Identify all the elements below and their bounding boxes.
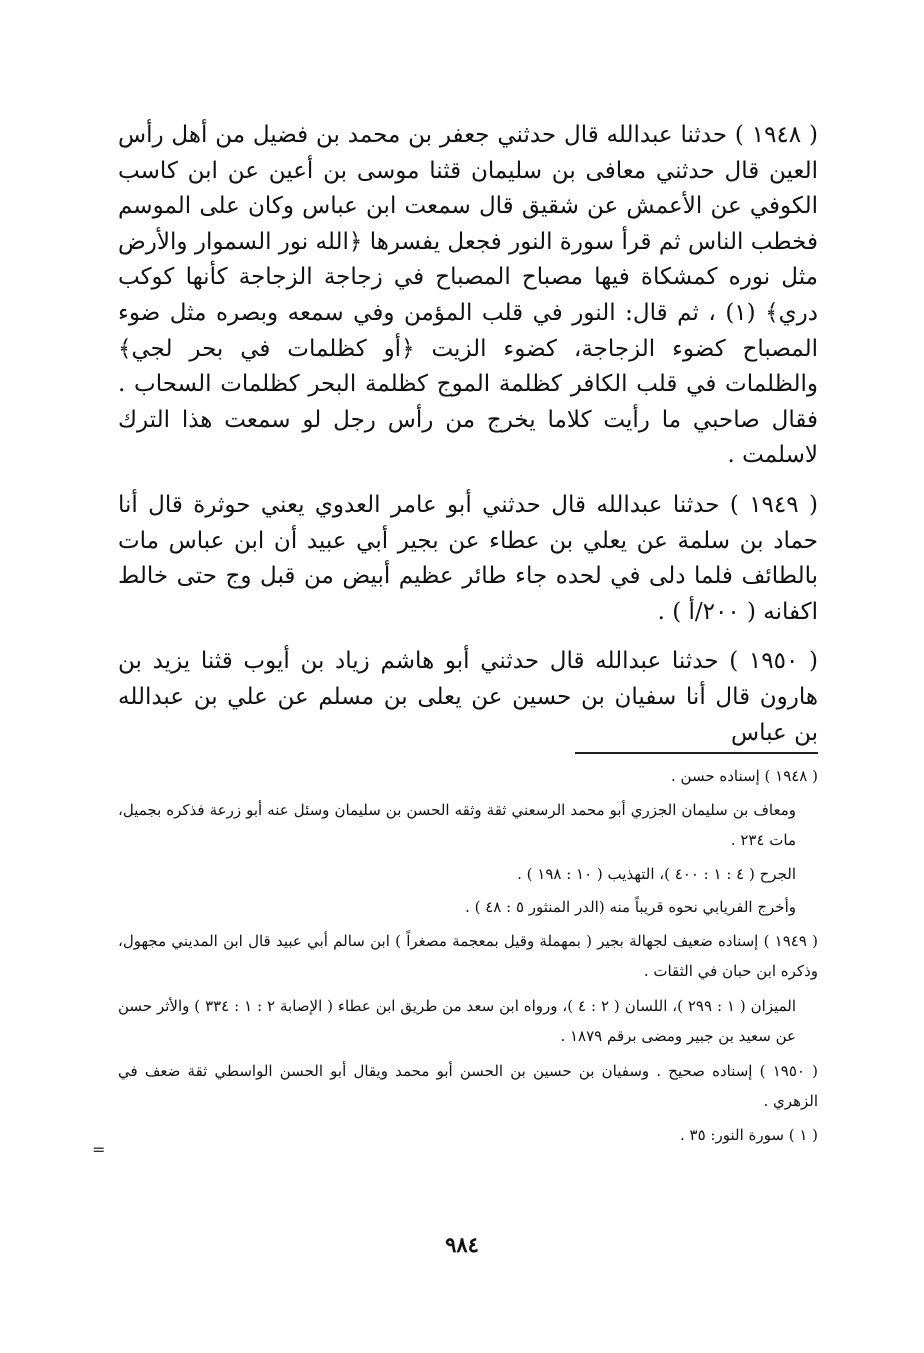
footnote-separator [575, 752, 818, 754]
hadith-1949: ( ١٩٤٩ ) حدثنا عبدالله قال حدثني أبو عامر العدوي يعني حوثرة قال أنا حماد بن سلمة عن يعلي بن عطاء عن بجير أبي عبيد أن ابن عباس مات بالطائف فلما دلى في لحده جاء طائر عظيم أبيض من قبل وج حتى خالط اكفانه ( ٢٠٠/أ ) . [118, 491, 818, 625]
footnote-1-quran: ( ١ ) سورة النور: ٣٥ . [679, 1126, 818, 1144]
footnote-1948-sources: الجرح ( ٤ : ١ : ٤٠٠ )، التهذيب ( ١٠ : ١٩٨ ) . [517, 865, 796, 883]
margin-mark: = [92, 1140, 106, 1159]
footnote-1949-sources: الميزان ( ١ : ٢٩٩ )، اللسان ( ٢ : ٤ )، ورواه ابن سعد من طريق ابن عطاء ( الإصابة ٢ : ١ : ٣٣٤ ) والأثر حسن عن سعيد بن جبير ومضى برقم ١٨٧٩ . [118, 997, 797, 1045]
footnotes [118, 762, 818, 1154]
hadith-1950: ( ١٩٥٠ ) حدثنا عبدالله قال حدثني أبو هاشم زياد بن أيوب قثنا يزيد بن هارون قال أنا سفيان بن حسين عن يعلى بن مسلم عن علي بن عبدالله بن عباس [118, 648, 818, 746]
footnote-1948-grade: ( ١٩٤٨ ) إسناده حسن . [671, 767, 818, 785]
page-number: ٩٨٤ [445, 1232, 479, 1257]
footnote-1950-grade: ( ١٩٥٠ ) إسناده صحيح . وسفيان بن حسين بن الحسن أبو محمد ويقال أبو الحسن الواسطي ثقة ضعف في الزهري . [118, 1062, 818, 1110]
hadith-1948: ( ١٩٤٨ ) حدثنا عبدالله قال حدثني جعفر بن محمد بن فضيل من أهل رأس العين قال حدثني معافى بن سليمان قثنا موسى بن أعين عن ابن كاسب الكوفي عن الأعمش عن شقيق قال سمعت ابن عباس وكان على الموسم فخطب الناس ثم قرأ سورة النور فجعل يفسرها ﴿الله نور السموار والأرض مثل نوره كمشكاة فيها مصباح المصباح في زجاجة الزجاجة كأنها كوكب دري﴾ (١) ، ثم قال: النور في قلب المؤمن وفي سمعه وبصره مثل ضوء المصباح كضوء الزجاجة، كضوء الزيت ﴿أو كظلمات في بحر لجي﴾ والظلمات في قلب الكافر كظلمة الموج كظلمة البحر كظلمات السحاب . فقال صاحبي ما رأيت كلاما يخرج من رأس رجل لو سمعت هذا الترك لاسلمت . [118, 122, 818, 469]
footnote-1948-faryabi: وأخرج الفريابي نحوه قريباً منه (الدر المنثور ٥ : ٤٨ ) . [465, 898, 796, 916]
main-text [118, 118, 818, 765]
footnote-1948-narrator: ومعاف بن سليمان الجزري أبو محمد الرسعني ثقة وثقه الحسن بن سليمان وسئل عنه أبو زرعة فذكره بجميل، مات ٢٣٤ . [118, 801, 796, 849]
footnote-1949-grade: ( ١٩٤٩ ) إسناده ضعيف لجهالة بجير ( بمهملة وقيل بمعجمة مصغراً ) ابن سالم أبي عبيد قال ابن المديني مجهول، وذكره ابن حبان في الثقات . [118, 932, 818, 980]
